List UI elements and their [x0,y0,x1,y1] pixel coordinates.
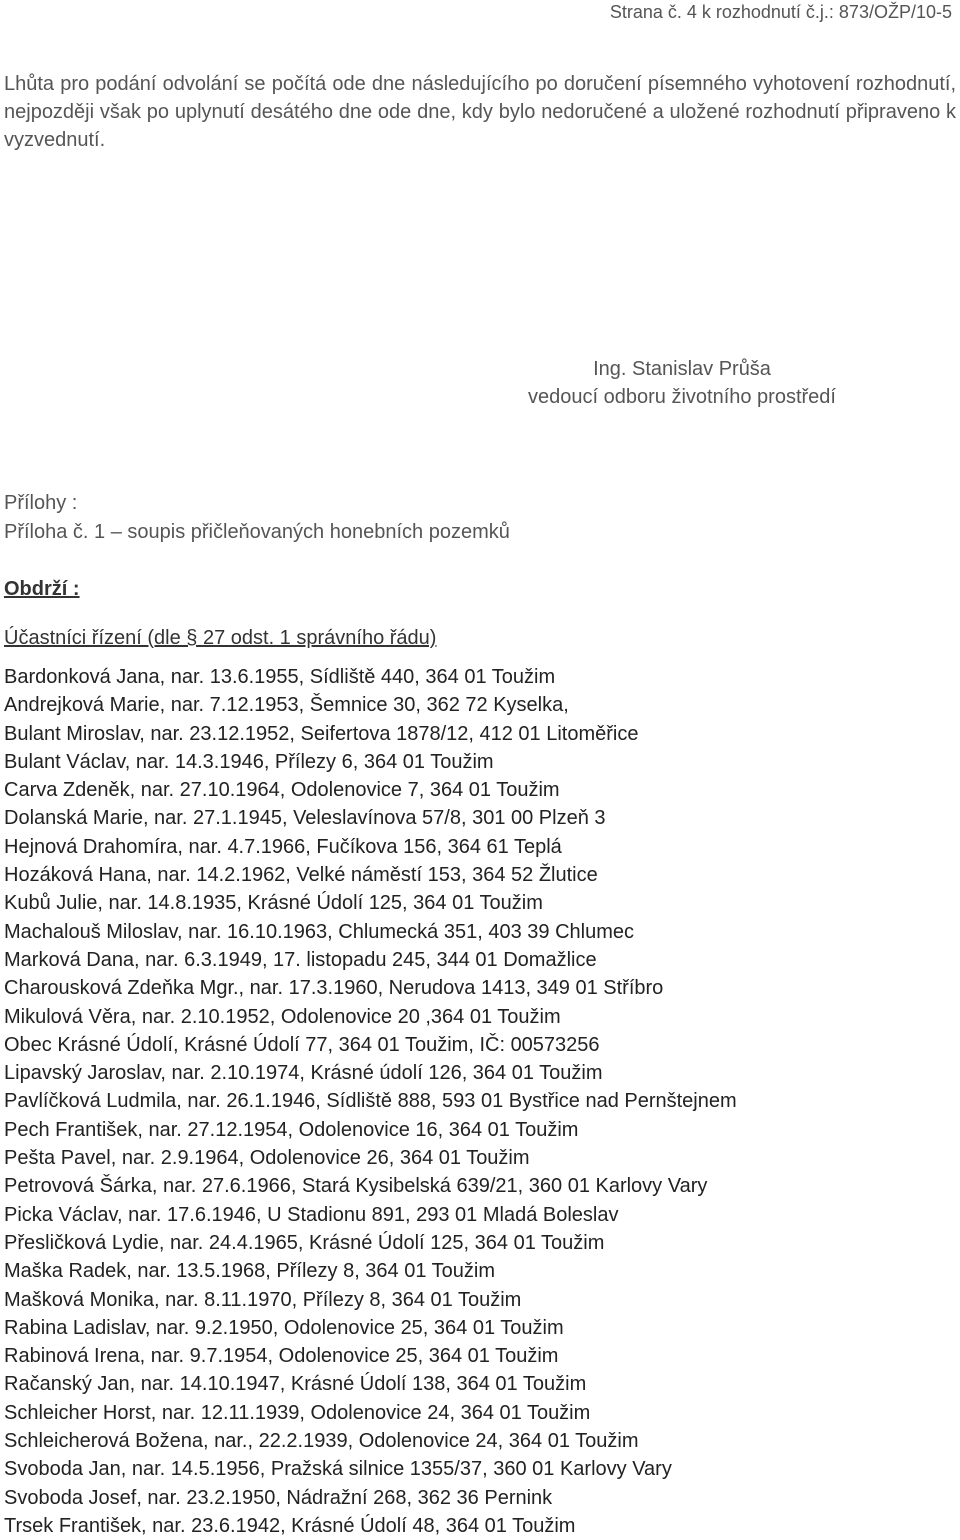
recipient-item: Andrejková Marie, nar. 7.12.1953, Šemnice 30, 362 72 Kyselka, [4,694,569,717]
recipient-item: Přesličková Lydie, nar. 24.4.1965, Krásné Údolí 125, 364 01 Toužim [4,1231,605,1254]
recipient-item: Bardonková Jana, nar. 13.6.1955, Sídliště 440, 364 01 Toužim [4,666,556,688]
recipient-item: Schleicherová Božena, nar., 22.2.1939, Odolenovice 24, 364 01 Toužim [4,1430,639,1453]
recipient-item: Mikulová Věra, nar. 2.10.1952, Odolenovice 20 ,364 01 Toužim [4,1005,561,1028]
page-reference-header: Strana č. 4 k rozhodnutí č.j.: 873/OŽP/10-5 [609,2,952,22]
recipient-item: Rabina Ladislav, nar. 9.2.1950, Odolenovice 25, 364 01 Toužim [4,1316,564,1339]
recipient-item: Obec Krásné Údolí, Krásné Údolí 77, 364 01 Toužim, IČ: 00573256 [4,1033,600,1056]
recipient-item: Carva Zdeněk, nar. 27.10.1964, Odolenovice 7, 364 01 Toužim [4,779,560,802]
recipient-item: Petrovová Šárka, nar. 27.6.1966, Stará Kysibelská 639/21, 360 01 Karlovy Vary [4,1175,708,1198]
signatory-name: Ing. Stanislav Průša [593,358,771,380]
recipient-item: Pech František, nar. 27.12.1954, Odolenovice 16, 364 01 Toužim [4,1118,579,1141]
recipient-item: Marková Dana, nar. 6.3.1949, 17. listopadu 245, 344 01 Domažlice [4,948,597,971]
attachments-label: Přílohy : [4,492,78,514]
recipient-item: Rabinová Irena, nar. 9.7.1954, Odolenovice 25, 364 01 Toužim [4,1345,559,1368]
recipient-item: Maška Radek, nar. 13.5.1968, Přílezy 8, 364 01 Toužim [4,1260,496,1283]
recipient-item: Račanský Jan, nar. 14.10.1947, Krásné Údolí 138, 364 01 Toužim [4,1373,587,1396]
recipient-item: Dolanská Marie, nar. 27.1.1945, Veleslavínova 57/8, 301 00 Plzeň 3 [4,807,606,830]
recipients-label: Obdrží : [4,578,80,600]
recipient-item: Svoboda Josef, nar. 23.2.1950, Nádražní 268, 362 36 Pernink [4,1486,553,1509]
recipient-list [4,663,737,1540]
recipient-item: Mašková Monika, nar. 8.11.1970, Přílezy 8, 364 01 Toužim [4,1288,522,1311]
recipient-item: Pešta Pavel, nar. 2.9.1964, Odolenovice 26, 364 01 Toužim [4,1147,530,1170]
recipient-item: Trsek František, nar. 23.6.1942, Krásné Údolí 48, 364 01 Toužim [4,1514,576,1537]
recipient-item: Lipavský Jaroslav, nar. 2.10.1974, Krásné údolí 126, 364 01 Toužim [4,1062,603,1085]
recipient-item: Hejnová Drahomíra, nar. 4.7.1966, Fučíkova 156, 364 61 Teplá [4,835,562,858]
participants-heading: Účastníci řízení (dle § 27 odst. 1 správního řádu) [4,627,437,649]
recipient-item: Kubů Julie, nar. 14.8.1935, Krásné Údolí 125, 364 01 Toužim [4,892,543,915]
recipient-item: Hozáková Hana, nar. 14.2.1962, Velké náměstí 153, 364 52 Žlutice [4,864,598,887]
signatory-title: vedoucí odboru životního prostředí [528,386,836,408]
appeal-deadline-paragraph: Lhůta pro podání odvolání se počítá ode dne následujícího po doručení písemného vyhotovení rozhodnutí, nejpozději však po uplynutí desátého dne ode dne, kdy bylo nedoručené a uložené rozhodnutí připraveno k vyzvednutí. [4,73,956,151]
recipient-item: Bulant Miroslav, nar. 23.12.1952, Seifertova 1878/12, 412 01 Litoměřice [4,722,639,745]
recipient-item: Picka Václav, nar. 17.6.1946, U Stadionu 891, 293 01 Mladá Boleslav [4,1203,619,1226]
recipient-item: Pavlíčková Ludmila, nar. 26.1.1946, Sídliště 888, 593 01 Bystřice nad Pernštejnem [4,1090,737,1113]
recipient-item: Schleicher Horst, nar. 12.11.1939, Odolenovice 24, 364 01 Toužim [4,1401,591,1424]
attachment-item: Příloha č. 1 – soupis přičleňovaných honebních pozemků [4,521,510,543]
recipient-item: Charousková Zdeňka Mgr., nar. 17.3.1960, Nerudova 1413, 349 01 Stříbro [4,977,664,1000]
recipient-item: Svoboda Jan, nar. 14.5.1956, Pražská silnice 1355/37, 360 01 Karlovy Vary [4,1458,672,1481]
recipient-item: Bulant Václav, nar. 14.3.1946, Přílezy 6, 364 01 Toužim [4,750,494,773]
recipient-item: Machalouš Miloslav, nar. 16.10.1963, Chlumecká 351, 403 39 Chlumec [4,920,634,943]
